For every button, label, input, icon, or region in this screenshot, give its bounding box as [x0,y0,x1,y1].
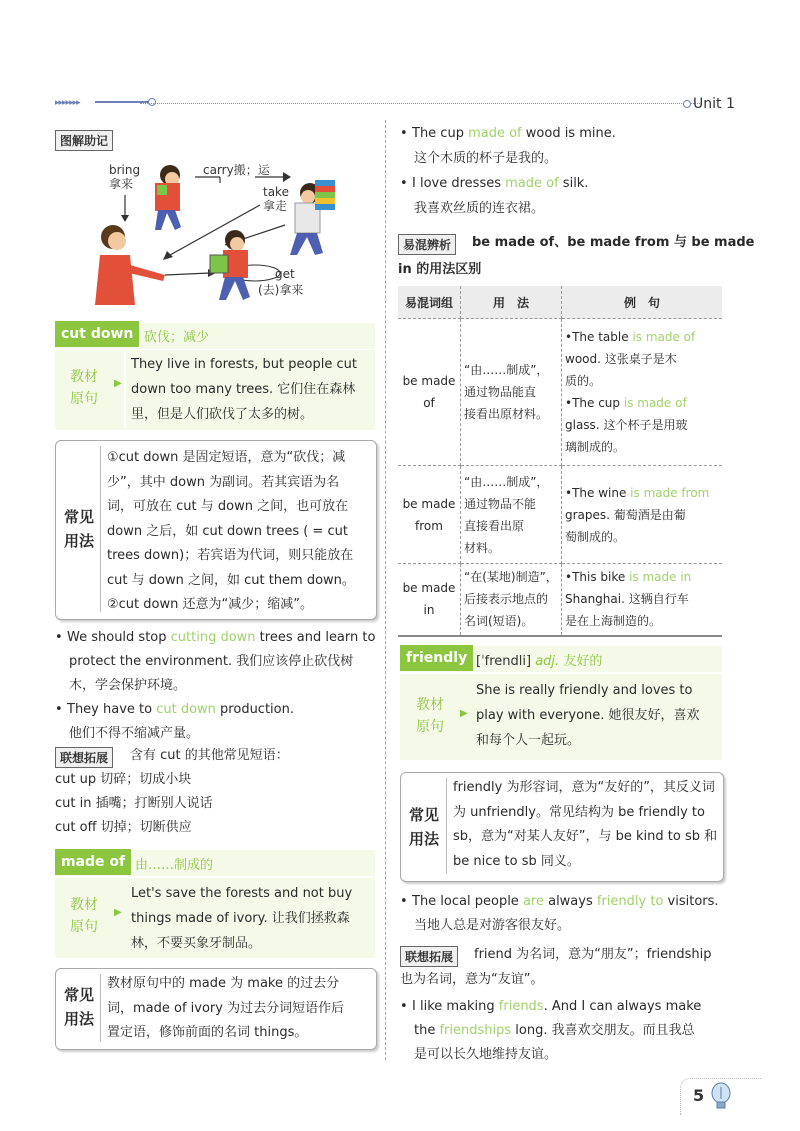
ex-highlight: made of [505,176,559,191]
ex-text: long. 我喜欢交朋友。而且我总 [511,1023,695,1038]
ex-highlight: friends [498,999,544,1014]
row-example [562,319,723,466]
ex-text: The wine [572,485,631,500]
example-2-line2: 他们不得不缩减产量。 [69,726,200,741]
usage-label-1: 常见 [63,508,94,526]
label-take-cn: 拿走 [263,199,288,213]
friendly-examples [400,890,730,938]
arrow-icon: ▶ [114,907,122,918]
example-line: 质的。 [565,374,602,388]
ex-highlight: made of [468,126,522,141]
label-get-cn: (去)拿来 [258,283,304,297]
ex-highlight: friendly to [596,894,664,909]
label-bring-cn: 拿来 [109,177,134,191]
example-2: • They have to cut down production. [55,702,294,717]
header-arrows: ▸▸▸▸▸▸▸ [55,98,80,108]
ex-highlight: friendships [439,1023,512,1038]
usage-line: “在(某地)制造”， [464,570,558,585]
example-line: glass. 这个杯子是用玻 [565,418,688,432]
usage-line: trees down)；若宾语为代词，则只能放在 [107,548,354,563]
row-usage [461,564,562,636]
usage-line: 后接表示地点的 [464,592,549,607]
header-circle [148,98,156,106]
usage-line: “由……制成”， [464,474,549,489]
example-line: 萄制成的。 [565,529,626,544]
usage-line: 名词(短语)。 [464,614,534,629]
ex-text: wood is mine. [521,126,616,141]
ex-text: I like making [412,999,499,1014]
ex-text: They have to [67,702,157,717]
usage-label-1: 常见 [63,986,94,1004]
friendly-tag: friendly [400,645,473,671]
arrow-icon: ▶ [114,378,122,389]
yj-separator [124,352,126,427]
usage-label-2: 用法 [63,1010,94,1028]
lianxiang-tag-right: 联想拓展 [400,946,458,967]
ex-text: The cup [412,126,469,141]
phonetic: [ˈfrendli] [476,654,532,669]
bianxi-title-1: be made of、be made from 与 be made [472,235,755,250]
friendly-meaning-line [476,650,602,669]
th-phrase: 易混词组 [398,286,461,319]
cut-down-tag: cut down [55,321,139,347]
page-number: 5 [693,1086,705,1105]
usage-label [62,983,96,1031]
yj-label-2: 原句 [416,719,444,735]
made-of-meaning: 由……制成的 [135,858,214,873]
yj-label [66,366,102,410]
example-b: • I love dresses made of silk. [400,176,589,191]
phrase-line: in [423,603,435,618]
yj-line: play with everyone. 她很友好，喜欢 [476,708,700,723]
yj-line: down too many trees. 它们住在森林 [131,382,356,397]
yj-line: They live in forests, but people cut [131,357,357,372]
example-1: • The local people are always friendly to visitors. [400,894,719,909]
ex-text: . And I can always make [543,999,702,1014]
made-of-tag: made of [55,849,131,875]
usage-line: friendly 为形容词，意为“友好的”，其反义词 [453,780,715,795]
yj-line: 林，不要买象牙制品。 [131,936,262,951]
lianxiang-line-1: friend 为名词，意为“朋友”；friendship [474,947,712,962]
example-a-cn: 这个木质的杯子是我的。 [414,151,558,166]
lianxiang-tag: 联想拓展 [55,747,113,768]
lianxiang-line-2: 也为名词，意为“友谊”。 [400,972,544,987]
lightbulb-icon [708,1082,734,1110]
phrase-item: cut in 插嘴；打断别人说话 [55,796,213,811]
table-row [398,466,722,564]
ex-text: This bike [572,570,630,585]
label-take: take [263,185,289,199]
usage-label-1: 常见 [408,806,439,824]
label-carry: carry搬；运 [203,163,270,177]
example-2: • I like making friends. And I can always make [400,999,702,1014]
usage-label [407,803,441,851]
yj-line: things made of ivory. 让我们拯救森 [131,911,350,926]
usage-line: 接看出原材料。 [464,407,549,421]
row-phrase [398,466,461,564]
ex-text: silk. [558,176,589,191]
made-of-yj-text [131,881,376,956]
usage-line: 少”，其中 down 为副词。若其宾语为名 [107,474,340,490]
tujie-label: 图解助记 [55,130,113,151]
example-line: grapes. 葡萄酒是由葡 [565,507,686,522]
part-of-speech: adj. [535,654,560,669]
unit-label: Unit 1 [693,96,735,112]
friendly-examples-2 [400,995,730,1067]
usage-line: 词，可放在 cut 与 down 之间，也可放在 [107,499,349,514]
table-row [398,319,722,466]
yj-label-1: 教材 [70,369,98,385]
example-1-line3: 木，学会保护环境。 [69,678,187,693]
example-2-cn: 是可以长久地维持友谊。 [414,1047,558,1062]
usage-label-2: 用法 [408,830,439,848]
example-line: •The wine is made from [565,485,710,500]
usage-line: 为 unfriendly。常见结构为 be friendly to [453,804,705,820]
row-phrase [398,564,461,636]
ex-text: The cup [572,396,624,410]
comparison-table [398,286,722,637]
ex-highlight: is made from [630,485,710,500]
ex-highlight: is made of [632,330,696,344]
usage-line: cut 与 down 之间，如 cut them down。 [107,572,355,588]
bianxi-title-2: in 的用法区别 [398,262,482,277]
yj-line: She is really friendly and loves to [476,683,693,698]
example-line: wood. 这张桌子是木 [565,352,677,366]
usage-line: 通过物品能直 [464,385,537,399]
lianxiang-text: 含有 cut 的其他常见短语： [130,748,289,763]
made-of-usage-text [107,972,372,1046]
ex-highlight: are [522,894,544,909]
friendly-yj-text [476,678,722,753]
cut-down-yj-text [131,352,376,427]
example-1-line2: protect the environment. 我们应该停止砍伐树 [69,654,354,669]
ex-text: trees and learn to [255,630,376,645]
usage-line: “由……制成”， [464,363,549,377]
usage-line: ②cut down 还意为“减少；缩减”。 [107,597,313,612]
ex-text: production. [215,702,294,717]
label-get: get [275,267,295,281]
example-1-cn: 当地人总是对游客很友好。 [414,918,571,933]
yj-label [66,894,102,938]
usage-separator [100,446,101,612]
phrase-item: cut up 切碎；切成小块 [55,772,192,787]
cut-down-examples [55,626,380,746]
usage-separator [446,778,447,874]
example-line: Shanghai. 这辆自行车 [565,592,689,607]
row-phrase [398,319,461,466]
header-rule-dotted [140,103,700,104]
usage-line: 材料。 [464,540,501,555]
ex-highlight: cutting down [170,630,256,645]
cut-down-meaning: 砍伐；减少 [144,330,210,345]
example-line: 是在上海制造的。 [565,614,662,629]
yj-label-1: 教材 [70,897,98,913]
example-a: • The cup made of wood is mine. [400,126,616,141]
usage-line: ①cut down 是固定短语，意为“砍伐；减 [107,450,346,465]
yj-label-2: 原句 [70,391,98,407]
example-line: •This bike is made in [565,570,692,585]
friendly-usage-text [453,776,721,874]
example-2-line2 [400,1019,730,1043]
row-usage [461,466,562,564]
phrase-line: be made [402,374,456,388]
usage-line: down 之后，如 cut down trees ( = cut [107,523,348,539]
row-usage [461,319,562,466]
ex-highlight: cut down [156,702,216,717]
table-header [398,286,722,319]
usage-line: sb，意为“对某人友好”，与 be kind to sb 和 [453,829,718,844]
made-of-examples [400,122,730,222]
yj-label-1: 教材 [416,697,444,713]
usage-line: 教材原句中的 made 为 make 的过去分 [107,976,340,991]
usage-label-2: 用法 [63,532,94,550]
bianxi-tag: 易混辨析 [398,234,456,255]
ex-text: always [543,894,597,909]
row-example [562,466,723,564]
yj-label [412,694,448,738]
example-line: 璃制成的。 [565,440,626,454]
phrase-line: from [415,518,443,533]
yj-label-2: 原句 [70,919,98,935]
ex-text: visitors. [663,894,719,909]
usage-line: 通过物品不能 [464,496,537,511]
ex-highlight: is made in [629,570,692,585]
table-row [398,564,722,636]
arrow-icon: ▶ [460,708,468,719]
ex-highlight: is made of [623,396,687,410]
usage-separator [100,974,101,1042]
ex-text: We should stop [67,630,171,645]
example-line: •The cup is made of [565,396,687,410]
usage-line: be nice to sb 同义。 [453,853,580,869]
column-divider [385,120,386,1060]
cut-down-usage-text [107,446,372,618]
illustration [95,155,370,310]
th-example: 例 句 [562,286,723,319]
usage-label [62,505,96,553]
usage-line: 词，made of ivory 为过去分词短语作后 [107,1000,345,1016]
ex-text: The table [572,330,633,344]
ex-text: the [414,1023,440,1038]
example-b-cn: 我喜欢丝质的连衣裙。 [414,201,545,216]
label-bring: bring [109,163,141,177]
usage-line: 置定语，修饰前面的名词 things。 [107,1025,308,1040]
phrase-line: of [423,396,435,410]
phrase-list [55,768,213,840]
phrase-item: cut off 切掉；切断供应 [55,820,192,835]
th-usage: 用 法 [461,286,562,319]
example-1: • We should stop cutting down trees and learn to [55,630,376,645]
row-example [562,564,723,636]
usage-line: 直接看出原 [464,518,525,533]
phrase-line: be made [402,581,456,596]
yj-line: 和每个人一起玩。 [476,733,581,748]
header-circle-right [683,100,691,108]
ex-text: I love dresses [412,176,506,191]
example-line: •The table is made of [565,330,696,344]
meaning: 友好的 [563,654,603,669]
ex-text: The local people [412,894,523,909]
phrase-line: be made [402,496,456,511]
yj-line: 里，但是人们砍伐了太多的树。 [131,407,314,422]
yj-line: Let's save the forests and not buy [131,886,353,901]
